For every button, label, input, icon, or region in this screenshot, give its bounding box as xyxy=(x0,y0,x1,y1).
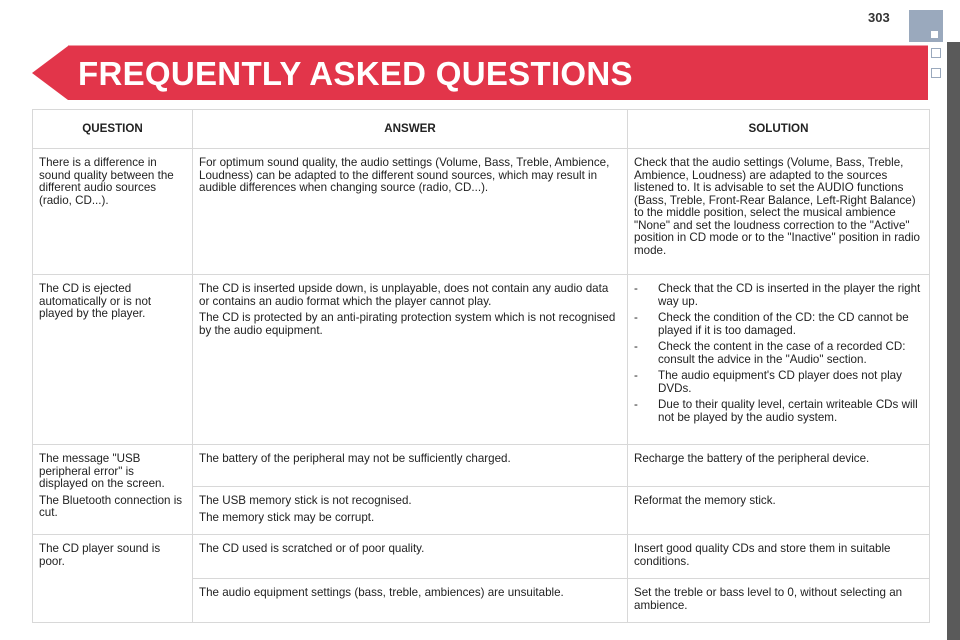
solution-cell xyxy=(628,487,930,535)
question-text: The CD player sound is poor. xyxy=(39,542,161,568)
answer-text: The battery of the peripheral may not be sufficiently charged. xyxy=(199,452,511,465)
question-cell xyxy=(33,535,193,623)
question-cell xyxy=(33,445,193,535)
solution-cell xyxy=(628,535,930,579)
list-item: - Check the condition of the CD: the CD cannot be played if it is too damaged. xyxy=(634,311,909,337)
list-item: - The audio equipment's CD player does not play DVDs. xyxy=(634,369,902,395)
chapter-tab xyxy=(909,10,943,42)
solution-text: Recharge the battery of the peripheral device. xyxy=(634,452,870,465)
solution-cell xyxy=(628,579,930,623)
answer-text: The audio equipment settings (bass, treble, ambiences) are unsuitable. xyxy=(199,586,564,599)
table-header-row xyxy=(33,110,930,149)
side-checkbox-icon xyxy=(931,68,941,78)
answer-text: The CD used is scratched or of poor quality. xyxy=(199,542,425,555)
list-item-text: Check the content in the case of a recorded CD: consult the advice in the "Audio" section. xyxy=(658,340,906,366)
table-row xyxy=(33,535,930,579)
answer-cell xyxy=(193,487,628,535)
answer-cell xyxy=(193,535,628,579)
solution-text: Check that the audio settings (Volume, Bass, Treble, Ambience, Loudness) are adapted to the sources listened to. It is advisable to set the AUDIO functions (Bass, Treble, Front-Rear Balance, Left-Right Balance) to the middle position, select the musical ambience "None" and set the loudness correction to the "Active" position in CD mode or to the "Inactive" position in radio mode. xyxy=(634,156,920,257)
list-item-text: Due to their quality level, certain writeable CDs will not be played by the audio system. xyxy=(658,398,918,424)
answer-cell xyxy=(193,149,628,275)
answer-text: The CD is inserted upside down, is unplayable, does not contain any audio data or contains an audio format which the player cannot play. xyxy=(199,282,609,308)
solution-text: Set the treble or bass level to 0, without selecting an ambience. xyxy=(634,586,903,612)
column-header-answer: ANSWER xyxy=(193,110,628,149)
solution-text: Insert good quality CDs and store them in suitable conditions. xyxy=(634,542,891,568)
question-cell xyxy=(33,275,193,445)
side-checkbox-icon xyxy=(931,48,941,58)
list-item-text: Check that the CD is inserted in the player the right way up. xyxy=(658,282,921,308)
solution-cell xyxy=(628,275,930,445)
list-item: - Check the content in the case of a recorded CD: consult the advice in the "Audio" section. xyxy=(634,340,906,366)
question-cell xyxy=(33,149,193,275)
column-header-question: QUESTION xyxy=(33,110,193,149)
table-row xyxy=(33,149,930,275)
question-text: The CD is ejected automatically or is not played by the player. xyxy=(39,282,152,320)
list-item-text: The audio equipment's CD player does not play DVDs. xyxy=(658,369,902,395)
answer-cell xyxy=(193,579,628,623)
tab-marker-icon xyxy=(931,31,938,38)
solution-list xyxy=(634,283,923,424)
solution-cell xyxy=(628,149,930,275)
column-header-solution: SOLUTION xyxy=(628,110,930,149)
answer-cell xyxy=(193,275,628,445)
table-row xyxy=(33,275,930,445)
question-text: There is a difference in sound quality between the different audio sources (radio, CD...). xyxy=(39,156,174,207)
page-title: FREQUENTLY ASKED QUESTIONS xyxy=(78,55,633,92)
list-item: - Check that the CD is inserted in the player the right way up. xyxy=(634,282,921,308)
question-text: The Bluetooth connection is cut. xyxy=(39,493,183,519)
solution-text: Reformat the memory stick. xyxy=(634,494,776,507)
list-item-text: Check the condition of the CD: the CD cannot be played if it is too damaged. xyxy=(658,311,909,337)
list-item: - Due to their quality level, certain writeable CDs will not be played by the audio system. xyxy=(634,398,918,424)
solution-cell xyxy=(628,445,930,487)
page-number: 303 xyxy=(868,10,890,25)
answer-text: The USB memory stick is not recognised. xyxy=(199,494,412,507)
answer-text: The CD is protected by an anti-pirating protection system which is not recognised by the audio equipment. xyxy=(199,311,616,337)
answer-text: The memory stick may be corrupt. xyxy=(199,510,375,524)
answer-text: For optimum sound quality, the audio settings (Volume, Bass, Treble, Ambience, Loudness) can be adapted to the different sound sources, which may result in audible differences when changing source (radio, CD...). xyxy=(199,156,610,194)
table-row xyxy=(33,445,930,487)
answer-cell xyxy=(193,445,628,487)
question-text: The message "USB peripheral error" is displayed on the screen. xyxy=(39,452,165,490)
side-scroll-bar xyxy=(947,42,960,640)
faq-table xyxy=(32,109,930,623)
